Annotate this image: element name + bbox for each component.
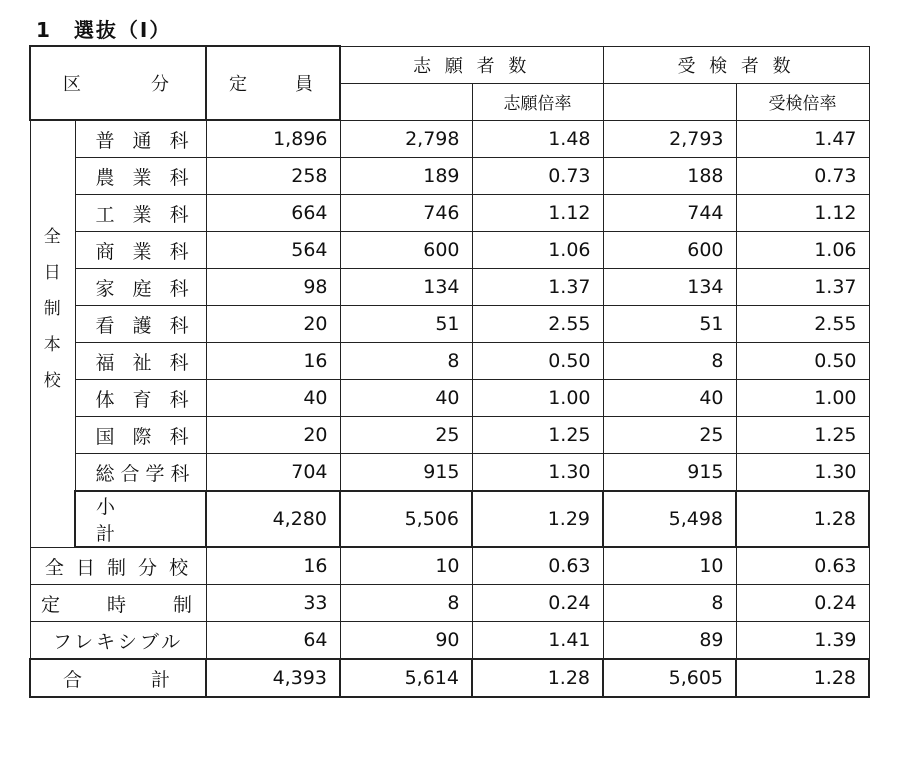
capacity-cell: 20 [206, 306, 340, 343]
examinee-ratio-cell: 1.00 [736, 380, 869, 417]
capacity-cell: 564 [206, 232, 340, 269]
applicants-cell: 40 [340, 380, 472, 417]
capacity-cell: 20 [206, 417, 340, 454]
capacity-cell: 16 [206, 547, 340, 585]
applicants-cell: 600 [340, 232, 472, 269]
course-name: 看 護 科 [75, 306, 206, 343]
examinee-ratio-cell: 1.06 [736, 232, 869, 269]
table-row [30, 269, 869, 306]
header-capacity: 定 員 [206, 46, 340, 120]
applicant-ratio-cell: 1.37 [472, 269, 603, 306]
table-row [30, 380, 869, 417]
category-name: 全 日 制 分 校 [30, 547, 206, 585]
table-row [30, 547, 869, 585]
examinees-cell: 10 [603, 547, 736, 585]
examinees-cell: 744 [603, 195, 736, 232]
section-number: 1 [36, 18, 52, 42]
side-label-char: 全 [43, 227, 61, 247]
table-row [30, 306, 869, 343]
total-capacity: 4,393 [206, 659, 340, 697]
applicants-cell: 8 [340, 585, 472, 622]
capacity-cell: 40 [206, 380, 340, 417]
page-title [36, 14, 171, 43]
header-category: 区 分 [30, 46, 206, 120]
total-row [30, 659, 869, 697]
examinee-ratio-cell: 1.39 [736, 622, 869, 660]
examinees-cell: 40 [603, 380, 736, 417]
course-name: 国 際 科 [75, 417, 206, 454]
capacity-cell: 16 [206, 343, 340, 380]
table-row [30, 417, 869, 454]
course-name: 農 業 科 [75, 158, 206, 195]
course-name: 商 業 科 [75, 232, 206, 269]
total-examinee-ratio: 1.28 [736, 659, 869, 697]
side-label-char: 校 [43, 371, 61, 391]
table-row [30, 454, 869, 492]
capacity-cell: 33 [206, 585, 340, 622]
applicants-cell: 134 [340, 269, 472, 306]
total-applicants: 5,614 [340, 659, 472, 697]
capacity-cell: 258 [206, 158, 340, 195]
examinees-cell: 25 [603, 417, 736, 454]
examinees-cell: 134 [603, 269, 736, 306]
subtotal-applicants: 5,506 [340, 491, 472, 547]
examinees-cell: 51 [603, 306, 736, 343]
header-examinees: 受 検 者 数 [603, 46, 869, 83]
examinees-cell: 915 [603, 454, 736, 492]
capacity-cell: 704 [206, 454, 340, 492]
total-examinees: 5,605 [603, 659, 736, 697]
table-row [30, 232, 869, 269]
subtotal-capacity: 4,280 [206, 491, 340, 547]
applicants-cell: 51 [340, 306, 472, 343]
applicant-ratio-cell: 0.50 [472, 343, 603, 380]
header-applicants: 志 願 者 数 [340, 46, 603, 83]
course-name: 工 業 科 [75, 195, 206, 232]
examinee-ratio-cell: 1.12 [736, 195, 869, 232]
applicants-cell: 10 [340, 547, 472, 585]
applicant-ratio-cell: 2.55 [472, 306, 603, 343]
header-examinee-ratio: 受検倍率 [736, 83, 869, 120]
examinee-ratio-cell: 0.24 [736, 585, 869, 622]
capacity-cell: 1,896 [206, 120, 340, 158]
examinee-ratio-cell: 1.30 [736, 454, 869, 492]
category-name: 定 時 制 [30, 585, 206, 622]
examinee-ratio-cell: 0.63 [736, 547, 869, 585]
side-label-zennichisei-honko [30, 120, 75, 547]
subtotal-applicant-ratio: 1.29 [472, 491, 603, 547]
subtotal-examinee-ratio: 1.28 [736, 491, 869, 547]
total-label: 合 計 [30, 659, 206, 697]
capacity-cell: 64 [206, 622, 340, 660]
examinee-ratio-cell: 1.37 [736, 269, 869, 306]
examinee-ratio-cell: 0.50 [736, 343, 869, 380]
applicants-cell: 25 [340, 417, 472, 454]
selection-table [29, 45, 870, 698]
examinees-cell: 600 [603, 232, 736, 269]
header-applicants-blank [340, 83, 472, 120]
table-body [30, 46, 869, 697]
applicants-cell: 915 [340, 454, 472, 492]
examinees-cell: 89 [603, 622, 736, 660]
applicant-ratio-cell: 0.63 [472, 547, 603, 585]
side-label-char: 本 [43, 335, 61, 355]
applicant-ratio-cell: 1.12 [472, 195, 603, 232]
category-name: フレキシブル [30, 622, 206, 660]
subtotal-examinees: 5,498 [603, 491, 736, 547]
side-label-char: 日 [43, 263, 61, 283]
table-row [30, 158, 869, 195]
capacity-cell: 664 [206, 195, 340, 232]
examinee-ratio-cell: 1.25 [736, 417, 869, 454]
table-row [30, 120, 869, 158]
applicants-cell: 746 [340, 195, 472, 232]
course-name: 普 通 科 [75, 120, 206, 158]
total-applicant-ratio: 1.28 [472, 659, 603, 697]
table-row [30, 622, 869, 660]
side-label-char: 制 [43, 299, 61, 319]
examinees-cell: 2,793 [603, 120, 736, 158]
table-row [30, 585, 869, 622]
section-title: 選抜（Ⅰ） [73, 18, 172, 42]
applicant-ratio-cell: 0.73 [472, 158, 603, 195]
subtotal-row [30, 491, 869, 547]
subtotal-label: 小 計 [75, 491, 206, 547]
applicant-ratio-cell: 1.25 [472, 417, 603, 454]
course-name: 総合学科 [75, 454, 206, 492]
course-name: 体 育 科 [75, 380, 206, 417]
examinees-cell: 8 [603, 343, 736, 380]
applicant-ratio-cell: 1.48 [472, 120, 603, 158]
examinee-ratio-cell: 1.47 [736, 120, 869, 158]
applicants-cell: 189 [340, 158, 472, 195]
examinee-ratio-cell: 0.73 [736, 158, 869, 195]
header-row-1 [30, 46, 869, 83]
examinees-cell: 8 [603, 585, 736, 622]
examinees-cell: 188 [603, 158, 736, 195]
applicant-ratio-cell: 1.41 [472, 622, 603, 660]
applicants-cell: 2,798 [340, 120, 472, 158]
applicant-ratio-cell: 1.30 [472, 454, 603, 492]
table-row [30, 195, 869, 232]
applicant-ratio-cell: 1.00 [472, 380, 603, 417]
header-examinees-blank [603, 83, 736, 120]
header-applicant-ratio: 志願倍率 [472, 83, 603, 120]
table-row [30, 343, 869, 380]
capacity-cell: 98 [206, 269, 340, 306]
applicants-cell: 8 [340, 343, 472, 380]
examinee-ratio-cell: 2.55 [736, 306, 869, 343]
course-name: 家 庭 科 [75, 269, 206, 306]
applicant-ratio-cell: 0.24 [472, 585, 603, 622]
course-name: 福 祉 科 [75, 343, 206, 380]
applicant-ratio-cell: 1.06 [472, 232, 603, 269]
applicants-cell: 90 [340, 622, 472, 660]
